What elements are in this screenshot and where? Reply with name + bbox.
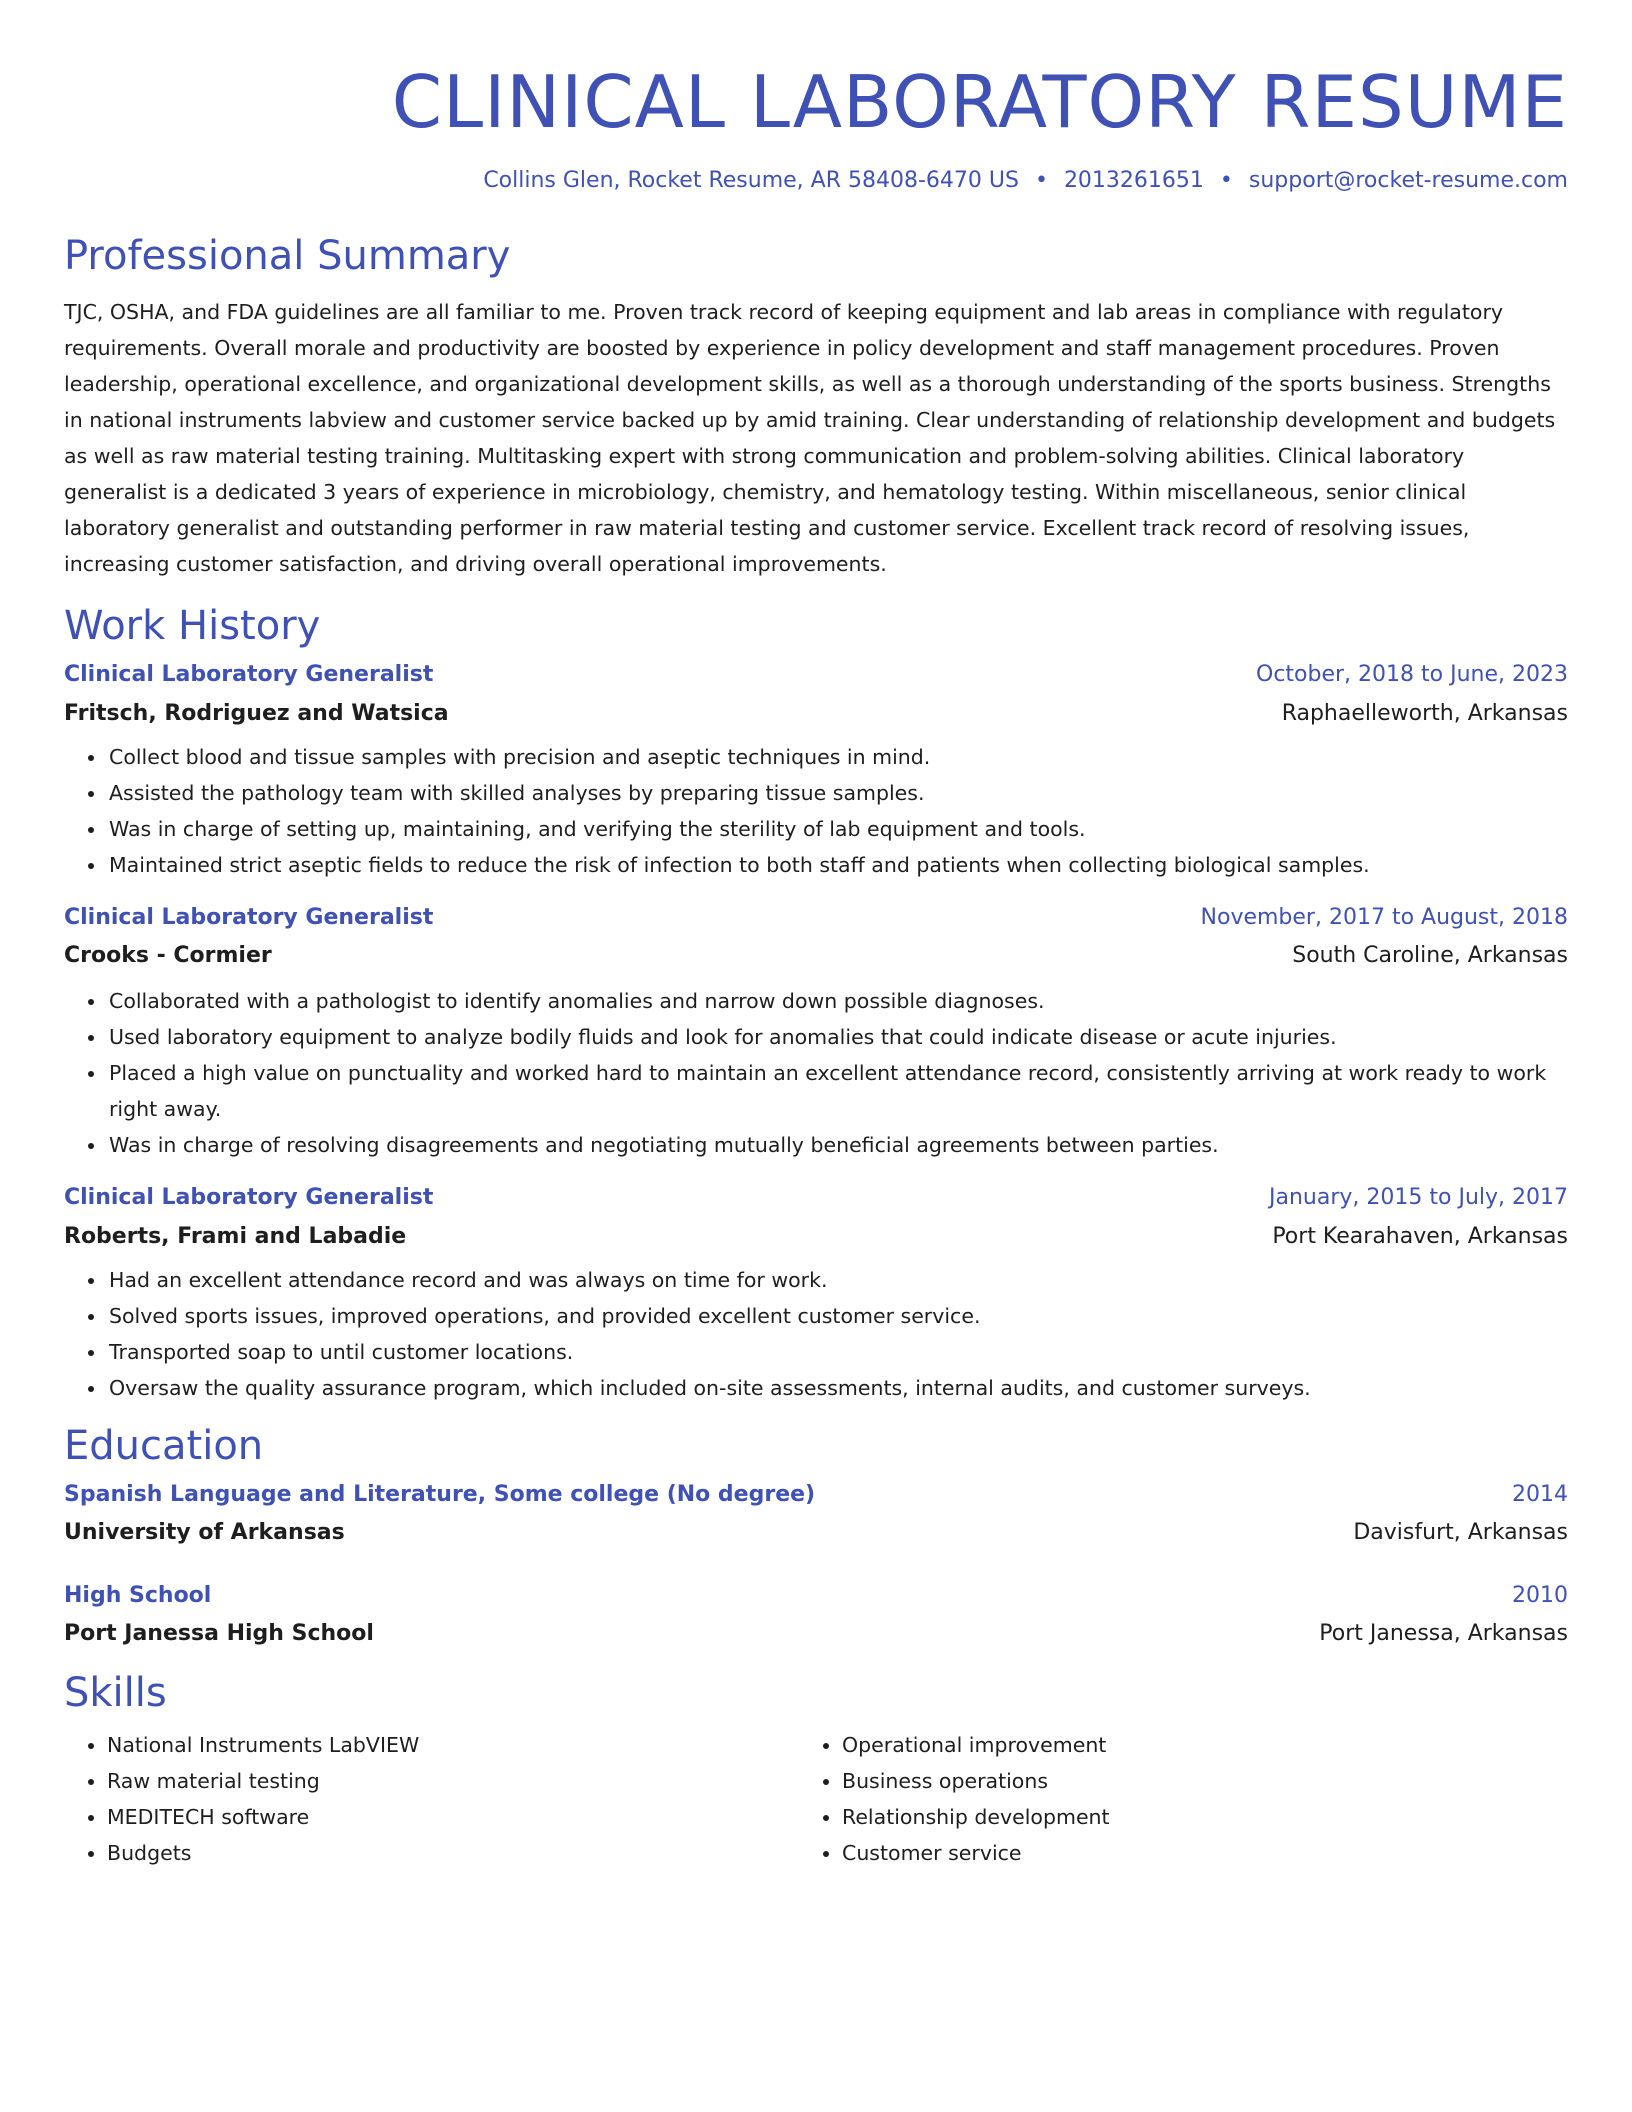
- skill-item: • MEDITECH software: [107, 1799, 799, 1835]
- skills-heading: Skills: [64, 1670, 167, 1716]
- skills-column-right: [799, 1727, 1534, 1871]
- job-employer: Roberts, Frami and Labadie: [64, 1224, 407, 1249]
- job-location: Port Kearahaven, Arkansas: [1272, 1224, 1568, 1249]
- education-year: 2014: [1512, 1482, 1568, 1507]
- job-bullets: [64, 983, 1568, 1163]
- contact-phone: 2013261651: [1063, 168, 1204, 193]
- education-school: Port Janessa High School: [64, 1621, 374, 1646]
- job-title: Clinical Laboratory Generalist: [64, 905, 434, 930]
- resume-title: CLINICAL LABORATORY RESUME: [391, 60, 1568, 144]
- job-location: South Caroline, Arkansas: [1292, 943, 1568, 968]
- skill-item: • Operational improvement: [842, 1727, 1534, 1763]
- education-entry: [64, 1480, 1568, 1548]
- skill-item: • National Instruments LabVIEW: [107, 1727, 799, 1763]
- education-location: Port Janessa, Arkansas: [1319, 1621, 1568, 1646]
- job-employer: Fritsch, Rodriguez and Watsica: [64, 701, 449, 726]
- education-degree: Spanish Language and Literature, Some college (No degree): [64, 1482, 816, 1507]
- list-item: • Assisted the pathology team with skilled analyses by preparing tissue samples.: [107, 775, 1568, 811]
- list-item: • Maintained strict aseptic fields to reduce the risk of infection to both staff and patients when collecting biological samples.: [107, 847, 1568, 883]
- job-title: Clinical Laboratory Generalist: [64, 662, 434, 687]
- contact-line: [64, 166, 1568, 196]
- summary-text: TJC, OSHA, and FDA guidelines are all familiar to me. Proven track record of keeping equipment and lab areas in compliance with regulatory requirements. Overall morale and productivity are boosted by experience in policy development and staff management procedures. Proven leadership, operational excellence, and organizational development skills, as well as a thorough understanding of the sports business. Strengths in national instruments labview and customer service backed up by amid training. Clear understanding of relationship development and budgets as well as raw material testing training. Multitasking expert with strong communication and problem-solving abilities. Clinical laboratory generalist is a dedicated 3 years of experience in microbiology, chemistry, and hematology testing. Within miscellaneous, senior clinical laboratory generalist and outstanding performer in raw material testing and customer service. Excellent track record of resolving issues, increasing customer satisfaction, and driving overall operational improvements.: [64, 300, 1556, 576]
- job-dates: November, 2017 to August, 2018: [1200, 905, 1568, 930]
- job-bullets: [64, 739, 1568, 883]
- list-item: • Oversaw the quality assurance program, which included on-site assessments, internal audits, and customer surveys.: [107, 1370, 1568, 1406]
- list-item: • Had an excellent attendance record and was always on time for work.: [107, 1262, 1568, 1298]
- skill-item: • Raw material testing: [107, 1763, 799, 1799]
- contact-address: Collins Glen, Rocket Resume, AR 58408-6470 US: [483, 168, 1019, 193]
- skill-item: • Business operations: [842, 1763, 1534, 1799]
- skill-item: • Budgets: [107, 1835, 799, 1871]
- contact-separator: •: [1219, 168, 1233, 193]
- education-entry: [64, 1581, 1568, 1649]
- job-title: Clinical Laboratory Generalist: [64, 1185, 434, 1210]
- list-item: • Was in charge of setting up, maintaining, and verifying the sterility of lab equipment and tools.: [107, 811, 1568, 847]
- job-location: Raphaelleworth, Arkansas: [1281, 701, 1568, 726]
- skills-column-left: [64, 1727, 799, 1871]
- skills-list: [64, 1727, 1568, 1871]
- list-item: • Used laboratory equipment to analyze bodily fluids and look for anomalies that could indicate disease or acute injuries.: [107, 1019, 1568, 1055]
- list-item: • Was in charge of resolving disagreements and negotiating mutually beneficial agreements between parties.: [107, 1127, 1568, 1163]
- education-location: Davisfurt, Arkansas: [1353, 1520, 1568, 1545]
- job-dates: October, 2018 to June, 2023: [1256, 662, 1568, 687]
- skill-item: • Relationship development: [842, 1799, 1534, 1835]
- job-dates: January, 2015 to July, 2017: [1269, 1185, 1568, 1210]
- list-item: • Collect blood and tissue samples with precision and aseptic techniques in mind.: [107, 739, 1568, 775]
- job-bullets: [64, 1262, 1568, 1406]
- skill-item: • Customer service: [842, 1835, 1534, 1871]
- list-item: • Collaborated with a pathologist to identify anomalies and narrow down possible diagnoses.: [107, 983, 1568, 1019]
- list-item: • Transported soap to until customer locations.: [107, 1334, 1568, 1370]
- job-employer: Crooks - Cormier: [64, 943, 272, 968]
- education-heading: Education: [64, 1423, 264, 1469]
- contact-separator: •: [1034, 168, 1048, 193]
- job-entry: [64, 660, 1568, 883]
- education-degree: High School: [64, 1583, 212, 1608]
- contact-email: support@rocket-resume.com: [1248, 168, 1568, 193]
- education-year: 2010: [1512, 1583, 1568, 1608]
- job-entry: [64, 1183, 1568, 1406]
- education-school: University of Arkansas: [64, 1520, 345, 1545]
- list-item: • Solved sports issues, improved operations, and provided excellent customer service.: [107, 1298, 1568, 1334]
- work-history-heading: Work History: [64, 603, 321, 649]
- list-item: • Placed a high value on punctuality and worked hard to maintain an excellent attendance record, consistently arriving at work ready to work right away.: [107, 1055, 1568, 1127]
- job-entry: [64, 903, 1568, 1163]
- summary-heading: Professional Summary: [64, 233, 511, 279]
